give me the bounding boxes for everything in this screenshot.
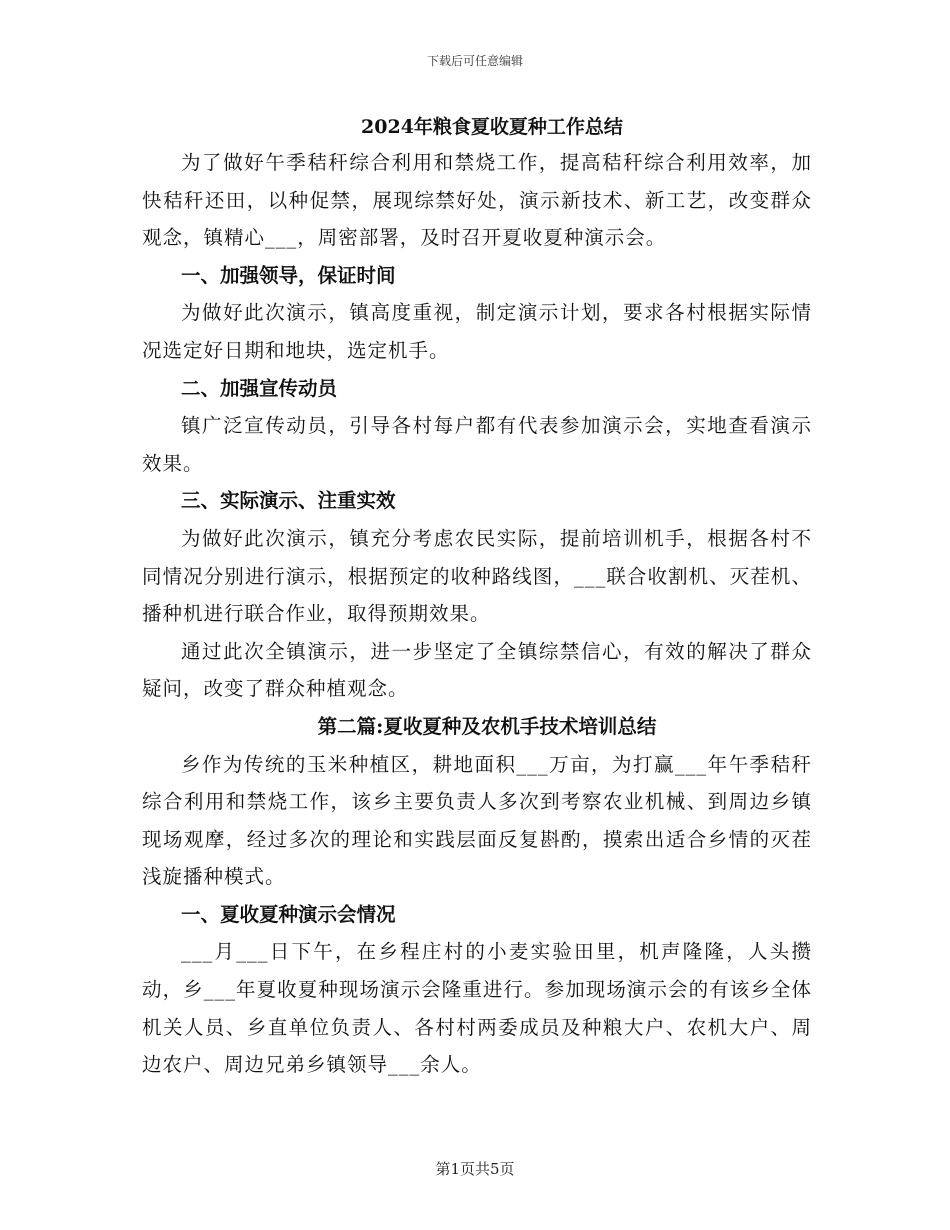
section-heading: 一、夏收夏种演示会情况 — [181, 902, 396, 926]
section-heading: 一、加强领导，保证时间 — [181, 263, 396, 287]
page-footer: 第1页共5页 — [435, 1160, 515, 1178]
paragraph: 镇广泛宣传动员，引导各村每户都有代表参加演示会，实地查看演示效果。 — [142, 414, 812, 475]
paragraph: 为做好此次演示，镇高度重视，制定演示计划，要求各村根据实际情况选定好日期和地块，选定机手。 — [142, 301, 812, 362]
paragraph: 通过此次全镇演示，进一步坚定了全镇综禁信心，有效的解决了群众疑问，改变了群众种植观念。 — [142, 639, 812, 701]
document-subtitle: 第二篇:夏收夏种及农机手技术培训总结 — [317, 714, 657, 738]
paragraph: 乡作为传统的玉米种植区，耕地面积___万亩，为打赢___年午季秸秆综合利用和禁烧工作，该乡主要负责人多次到考察农业机械、到周边乡镇现场观摩，经过多次的理论和实践层面反复斟酌，摸索出适合乡情的灭茬浅旋播种模式。 — [142, 752, 812, 889]
paragraph: ___月___日下午，在乡程庄村的小麦实验田里，机声隆隆，人头攒动，乡___年夏收夏种现场演示会隆重进行。参加现场演示会的有该乡全体机关人员、乡直单位负责人、各村村两委成员及种粮大户、农机大户、周边农户、周边兄弟乡镇领导___余人。 — [142, 940, 812, 1077]
page-header-note: 下载后可任意编辑 — [426, 54, 523, 68]
document-body — [142, 110, 812, 1084]
paragraph: 为了做好午季秸秆综合利用和禁烧工作，提高秸秆综合利用效率，加快秸秆还田，以种促禁，展现综禁好处，演示新技术、新工艺，改变群众观念，镇精心___，周密部署，及时召开夏收夏种演示会。 — [142, 151, 812, 250]
document-title: 2024年粮食夏收夏种工作总结 — [361, 116, 623, 138]
section-heading: 三、实际演示、注重实效 — [181, 489, 396, 513]
paragraph: 为做好此次演示，镇充分考虑农民实际，提前培训机手，根据各村不同情况分别进行演示，根据预定的收种路线图，___联合收割机、灭茬机、播种机进行联合作业，取得预期效果。 — [142, 526, 812, 626]
section-heading: 二、加强宣传动员 — [181, 376, 338, 400]
document-blocks — [142, 144, 812, 1084]
